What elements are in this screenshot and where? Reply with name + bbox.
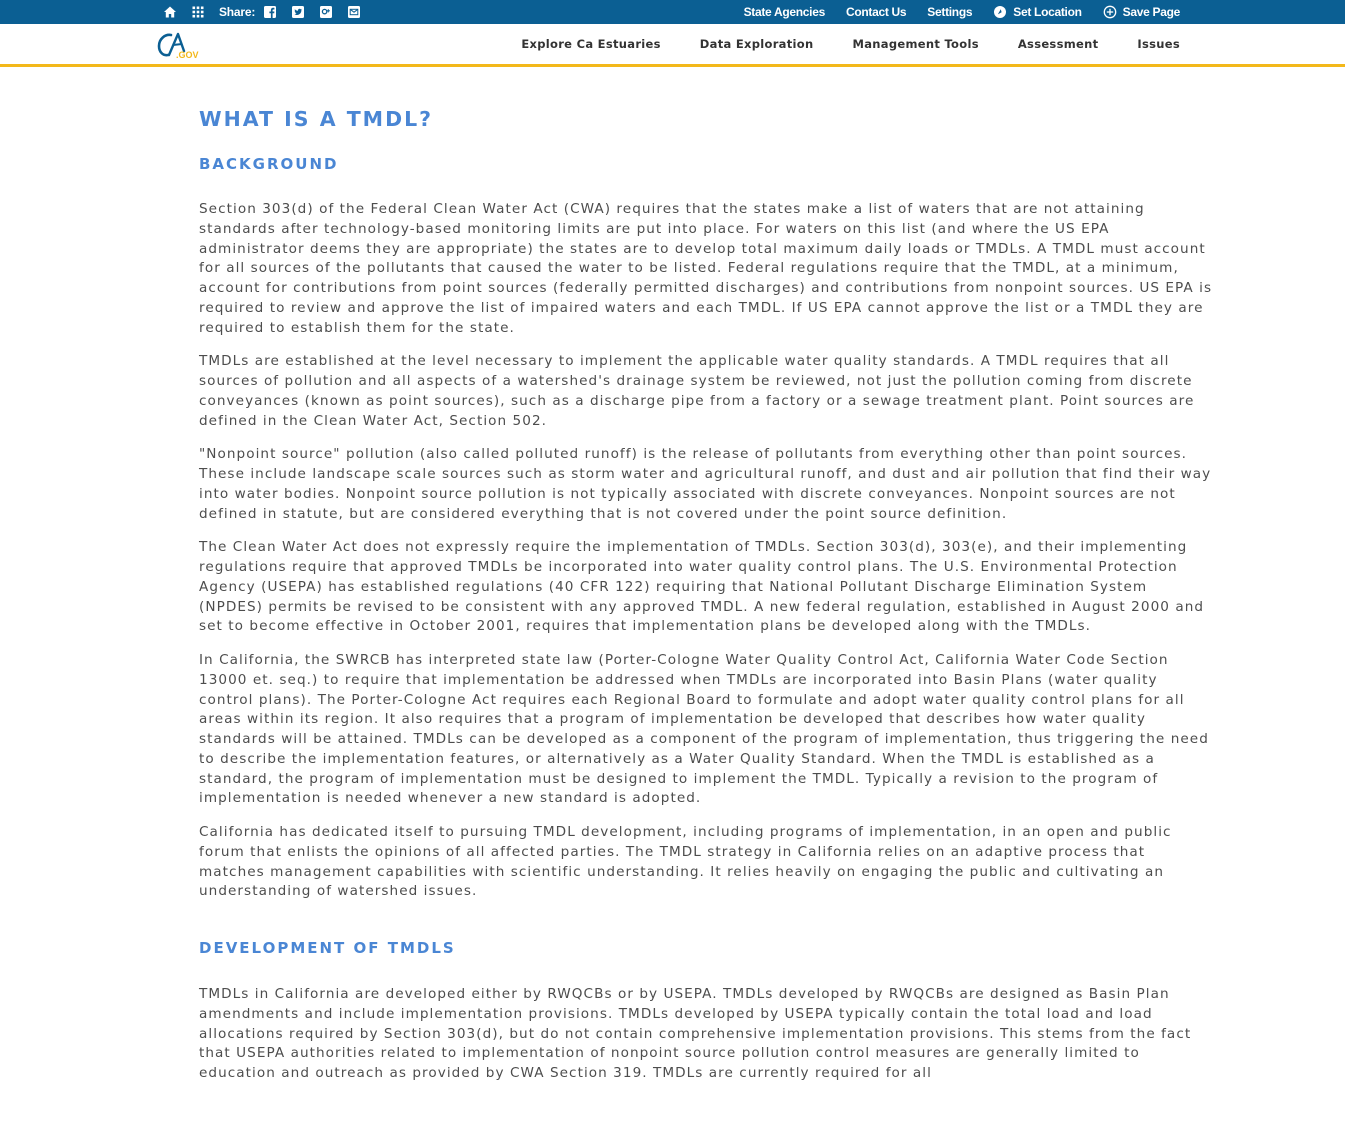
nav-explore-ca-estuaries[interactable]: Explore Ca Estuaries xyxy=(521,37,661,51)
share-label: Share: xyxy=(219,5,256,19)
plus-circle-icon xyxy=(1103,5,1117,19)
ca-gov-logo[interactable] xyxy=(156,29,200,61)
development-paragraph: TMDLs in California are developed either by RWQCBs or by USEPA. TMDLs developed by RWQCBs are designed as Basin Plan amendments and include implementation provisions. TMDLs developed by USEPA typically contain the total load and load allocations required by Section 303(d), but do not contain comprehensive implementation provisions. This stems from the fact that USEPA authorities related to implementation of nonpoint source pollution control measures are generally limited to education and outreach as provided by CWA Section 319. TMDLs are currently required for all xyxy=(199,986,1192,1081)
nav-issues[interactable]: Issues xyxy=(1137,37,1180,51)
twitter-icon[interactable] xyxy=(291,5,305,19)
background-paragraph: California has dedicated itself to pursuing TMDL development, including programs of implementation, in an open and public forum that enlists the opinions of all affected parties. The TMDL strategy in California relies on an adaptive process that matches management capabilities with scientific understanding. It relies heavily on engaging the public and cultivating an understanding of watershed issues. xyxy=(199,824,1172,900)
save-page-label: Save Page xyxy=(1122,5,1180,19)
contact-us-label: Contact Us xyxy=(845,5,907,19)
primary-nav xyxy=(482,24,1180,64)
svg-text:.GOV: .GOV xyxy=(176,50,199,60)
settings-link[interactable] xyxy=(927,5,972,19)
background-paragraph: TMDLs are established at the level necessary to implement the applicable water quality standards. A TMDL requires that all sources of pollution and all aspects of a watershed's drainage system be reviewed, not just the pollution coming from discrete conveyances (known as point sources), such as a discharge pipe from a factory or a sewage treatment plant. Point sources are defined in the Clean Water Act, Section 502. xyxy=(199,353,1195,429)
save-page-link[interactable] xyxy=(1103,5,1180,19)
nav-data-exploration[interactable]: Data Exploration xyxy=(699,37,814,51)
background-paragraph: In California, the SWRCB has interpreted state law (Porter-Cologne Water Quality Control Act, California Water Code Section 13000 et. seq.) to require that implementation be addressed when TMDLs are incorporated into Basin Plans (water quality control plans). The Porter-Cologne Act requires each Regional Board to formulate and adopt water quality control plans for all areas within its region. It also requires that a program of implementation be developed that describes how water quality standards will be attained. TMDLs can be developed as a component of the program of implementation, thus triggering the need to describe the implementation features, or alternatively as a Water Quality Standard. When the TMDL is established as a standard, the program of implementation must be designed to implement the TMDL. Typically a revision to the program of implementation is needed whenever a new standard is adopted. xyxy=(199,652,1209,807)
utility-links xyxy=(723,0,1180,24)
facebook-icon[interactable] xyxy=(263,5,277,19)
state-agencies-link[interactable] xyxy=(744,5,825,19)
background-paragraph: The Clean Water Act does not expressly require the implementation of TMDLs. Section 303(d), 303(e), and their implementing regulations require that approved TMDLs be incorporated into water quality control plans. The U.S. Environmental Protection Agency (USEPA) has established regulations (40 CFR 122) requiring that National Pollutant Discharge Elimination System (NPDES) permits be revised to be consistent with any approved TMDL. A new federal regulation, established in August 2000 and set to become effective in October 2001, requires that implementation plans be developed along with the TMDLs. xyxy=(199,539,1205,635)
location-icon xyxy=(993,5,1007,19)
google-plus-icon[interactable] xyxy=(319,5,333,19)
page-title: WHAT IS A TMDL? xyxy=(199,107,434,131)
nav-assessment[interactable]: Assessment xyxy=(1017,37,1099,51)
contact-us-link[interactable] xyxy=(846,5,906,19)
main-navigation-bar xyxy=(0,24,1345,67)
background-heading: BACKGROUND xyxy=(199,155,339,173)
email-icon[interactable] xyxy=(347,5,361,19)
utility-bar xyxy=(0,0,1345,24)
utility-left xyxy=(163,0,375,24)
bottom-fade xyxy=(0,1097,1345,1125)
background-paragraph: "Nonpoint source" pollution (also called polluted runoff) is the release of pollutants from everything other than point sources. These include landscape scale sources such as storm water and agricultural runoff, and dust and air pollution that find their way into water bodies. Nonpoint source pollution is not typically associated with discrete conveyances. Nonpoint sources are not defined in statute, but are considered everything that is not covered under the point source definition. xyxy=(199,446,1212,522)
settings-label: Settings xyxy=(927,5,973,19)
home-icon[interactable] xyxy=(163,5,177,19)
article-content xyxy=(199,70,1214,1098)
set-location-label: Set Location xyxy=(1013,5,1082,19)
development-heading: DEVELOPMENT OF TMDLS xyxy=(199,939,456,957)
background-paragraph: Section 303(d) of the Federal Clean Water Act (CWA) requires that the states make a list of waters that are not attaining standards after technology-based monitoring limits are put into place. For waters on this list (and where the US EPA administrator deems they are appropriate) the states are to develop total maximum daily loads or TMDLs. A TMDL must account for all sources of the pollutants that caused the water to be listed. Federal regulations require that the TMDL, at a minimum, account for contributions from point sources (federally permitted discharges) and contributions from nonpoint sources. US EPA is required to review and approve the list of impaired waters and each TMDL. If US EPA cannot approve the list or a TMDL they are required to establish them for the state. xyxy=(199,201,1213,336)
nav-management-tools[interactable]: Management Tools xyxy=(852,37,979,51)
apps-grid-icon[interactable] xyxy=(191,5,205,19)
state-agencies-label: State Agencies xyxy=(743,5,825,19)
set-location-link[interactable] xyxy=(993,5,1081,19)
